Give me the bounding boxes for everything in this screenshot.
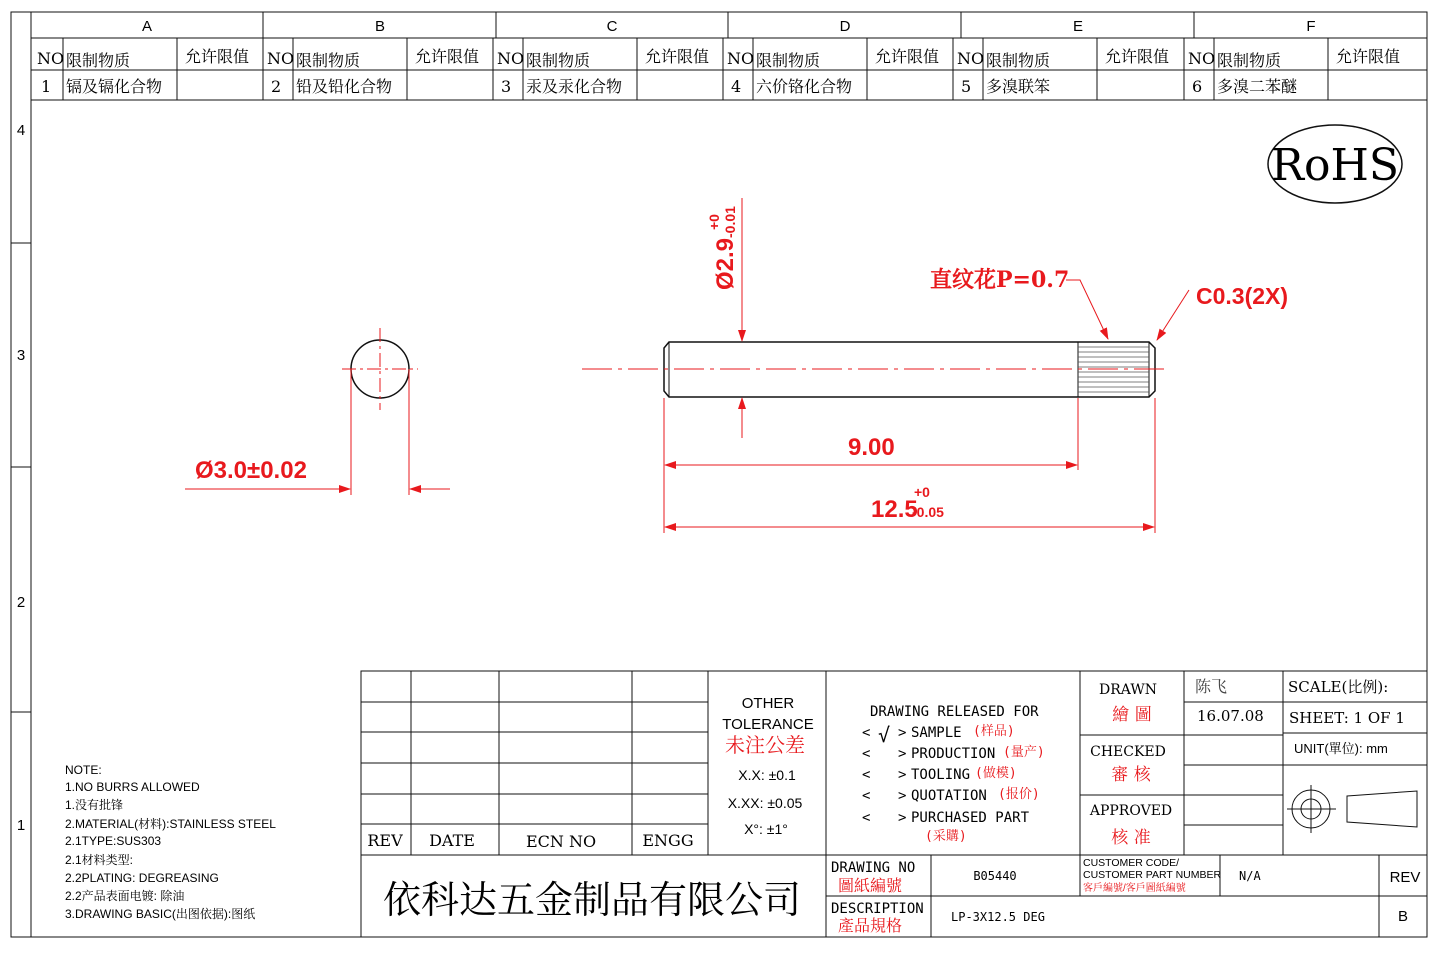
drawn-date: 16.07.08 — [1197, 707, 1264, 725]
drawn-by-name: 陈飞 — [1195, 677, 1228, 696]
header-no: NO — [727, 49, 755, 68]
tolerance-block — [722, 695, 813, 837]
zone-column-dividers — [11, 12, 1194, 712]
note-line: 1.没有批锋 — [65, 798, 124, 812]
header-substance: 限制物质 — [986, 51, 1051, 70]
zone-col-d: D — [839, 18, 851, 35]
length-knurl-dim: 9.00 — [848, 434, 895, 461]
tolerance-xx: X.XX: ±0.05 — [727, 795, 803, 811]
substance-name: 镉及镉化合物 — [66, 77, 163, 96]
release-block — [862, 704, 1045, 844]
header-no: NO — [1188, 49, 1216, 68]
rohs-label: RoHS — [1270, 140, 1400, 191]
release-item-purchased-cn: (采購) — [925, 829, 967, 844]
substance-no: 5 — [961, 77, 972, 96]
length-total-tol-upper: +0 — [914, 484, 930, 500]
scale-label: SCALE(比例): — [1288, 678, 1389, 696]
checked-label: CHECKED — [1090, 744, 1166, 760]
engg-header: ENGG — [642, 831, 694, 850]
release-bracket-close: > — [898, 810, 907, 826]
approved-label-cn: 核 准 — [1111, 828, 1151, 848]
release-item-production: PRODUCTION — [911, 746, 996, 762]
rohs-badge — [1268, 125, 1402, 203]
header-limit: 允许限值 — [415, 47, 480, 66]
tolerance-title-2: TOLERANCE — [722, 716, 814, 733]
header-no: NO — [267, 49, 295, 68]
drawing-no-label: DRAWING NO — [831, 860, 916, 876]
knurl-leader — [1066, 280, 1108, 339]
zone-row-2: 2 — [16, 594, 26, 611]
tolerance-title-cn: 未注公差 — [725, 733, 805, 757]
substance-name: 六价铬化合物 — [756, 77, 853, 96]
zone-col-a: A — [141, 18, 153, 35]
third-angle-projection-icon — [1287, 785, 1417, 833]
header-limit: 允许限值 — [1336, 47, 1401, 66]
substance-table — [37, 47, 1400, 96]
note-line: 2.2PLATING: DEGREASING — [65, 871, 219, 885]
notes-title: NOTE: — [65, 763, 102, 777]
sheet-label: SHEET: 1 OF 1 — [1289, 709, 1405, 727]
release-item-purchased: PURCHASED PART — [911, 810, 1030, 826]
header-limit: 允许限值 — [875, 47, 940, 66]
release-item-sample: SAMPLE — [911, 725, 962, 741]
note-line: 2.MATERIAL(材料):STAINLESS STEEL — [65, 817, 276, 831]
release-item-tooling-cn: (做模) — [975, 766, 1017, 781]
tolerance-title-1: OTHER — [741, 695, 795, 712]
chamfer-note: C0.3(2X) — [1196, 283, 1289, 309]
note-line: 1.NO BURRS ALLOWED — [65, 780, 200, 794]
header-limit: 允许限值 — [1105, 47, 1170, 66]
diameter-secondary-tol-upper: +0 — [706, 214, 722, 230]
diameter-secondary-tol-lower: -0.01 — [722, 206, 738, 238]
description-label-cn: 產品規格 — [838, 916, 903, 935]
release-bracket-close: > — [898, 788, 907, 804]
note-line: 2.2产品表面电镀: 除油 — [65, 889, 185, 903]
customer-label-cn: 客戶編號/客戶圖紙編號 — [1083, 883, 1186, 894]
length-total-dim: 12.5 — [871, 496, 918, 523]
substance-name: 汞及汞化合物 — [526, 77, 623, 96]
release-bracket-open: < — [862, 788, 871, 804]
note-line: 2.1材料类型: — [65, 853, 134, 867]
drawing-no-value: B05440 — [973, 869, 1017, 883]
substance-no: 1 — [41, 77, 52, 96]
zone-row-3: 3 — [16, 347, 26, 364]
zone-row-4: 4 — [16, 122, 26, 139]
zone-row-labels — [17, 122, 25, 834]
description-label: DESCRIPTION — [831, 901, 924, 917]
substance-no: 6 — [1192, 77, 1203, 96]
diameter-secondary-label — [706, 206, 739, 290]
customer-label-2: CUSTOMER PART NUMBER — [1083, 869, 1222, 881]
release-bracket-close: > — [898, 725, 907, 741]
unit-label: UNIT(單位): mm — [1294, 741, 1388, 756]
note-line: 2.1TYPE:SUS303 — [65, 834, 162, 848]
revision-headers — [367, 831, 693, 851]
zone-column-labels — [142, 18, 1316, 35]
zone-col-f: F — [1306, 18, 1316, 35]
release-bracket-open: < — [862, 725, 871, 741]
header-no: NO — [37, 49, 65, 68]
checked-label-cn: 審 核 — [1111, 765, 1151, 785]
customer-label-1: CUSTOMER CODE/ — [1083, 857, 1180, 869]
release-bracket-open: < — [862, 767, 871, 783]
zone-row-1: 1 — [16, 817, 26, 834]
header-substance: 限制物质 — [296, 51, 361, 70]
header-limit: 允许限值 — [645, 47, 710, 66]
tolerance-angle: X°: ±1° — [744, 821, 788, 837]
header-no: NO — [957, 49, 985, 68]
release-bracket-open: < — [862, 810, 871, 826]
diameter-secondary-value: Ø2.9 — [712, 237, 739, 290]
release-item-sample-cn: (样品) — [973, 724, 1015, 739]
date-header: DATE — [429, 831, 475, 850]
knurl-note: 直纹花P=0.7 — [930, 267, 1070, 293]
substance-no: 4 — [731, 77, 742, 96]
rev-box-value: B — [1397, 908, 1409, 925]
header-substance: 限制物质 — [66, 51, 131, 70]
drawn-label: DRAWN — [1099, 682, 1157, 698]
zone-col-c: C — [606, 18, 618, 35]
approved-label: APPROVED — [1089, 803, 1173, 819]
substance-name: 铅及铅化合物 — [296, 77, 393, 96]
release-item-production-cn: (量产) — [1003, 745, 1045, 760]
release-bracket-close: > — [898, 767, 907, 783]
header-no: NO — [497, 49, 525, 68]
zone-col-b: B — [374, 18, 386, 35]
header-substance: 限制物质 — [756, 51, 821, 70]
drawn-label-cn: 繪 圖 — [1112, 705, 1152, 725]
chamfer-leader — [1157, 290, 1189, 340]
company-name: 依科达五金制品有限公司 — [382, 878, 802, 922]
description-value: LP-3X12.5 DEG — [951, 910, 1045, 924]
drawing-no-label-cn: 圖紙編號 — [838, 876, 903, 895]
substance-name: 多溴二苯醚 — [1217, 77, 1298, 96]
diameter-main-dimension: Ø3.0±0.02 — [195, 457, 307, 484]
release-item-tooling: TOOLING — [911, 767, 971, 783]
check-mark: √ — [878, 723, 891, 747]
release-bracket-close: > — [898, 746, 907, 762]
substance-no: 2 — [271, 77, 282, 96]
note-line: 3.DRAWING BASIC(出图依据):图纸 — [65, 907, 256, 921]
release-bracket-open: < — [862, 746, 871, 762]
tolerance-x: X.X: ±0.1 — [738, 767, 796, 783]
customer-value: N/A — [1239, 869, 1261, 883]
rev-header: REV — [367, 831, 403, 850]
header-limit: 允许限值 — [185, 47, 250, 66]
ecn-header: ECN NO — [525, 832, 597, 851]
release-title: DRAWING RELEASED FOR — [870, 704, 1039, 720]
rev-box-label: REV — [1389, 869, 1421, 886]
header-substance: 限制物质 — [526, 51, 591, 70]
notes-block — [65, 763, 276, 921]
signoff-block — [1089, 682, 1172, 848]
release-item-quotation-cn: (报价) — [998, 787, 1040, 802]
header-substance: 限制物质 — [1217, 51, 1282, 70]
zone-col-e: E — [1072, 18, 1084, 35]
substance-name: 多溴联笨 — [986, 77, 1051, 96]
release-item-quotation: QUOTATION — [911, 788, 987, 804]
substance-no: 3 — [501, 77, 512, 96]
length-total-tol-lower: -0.05 — [912, 504, 944, 520]
